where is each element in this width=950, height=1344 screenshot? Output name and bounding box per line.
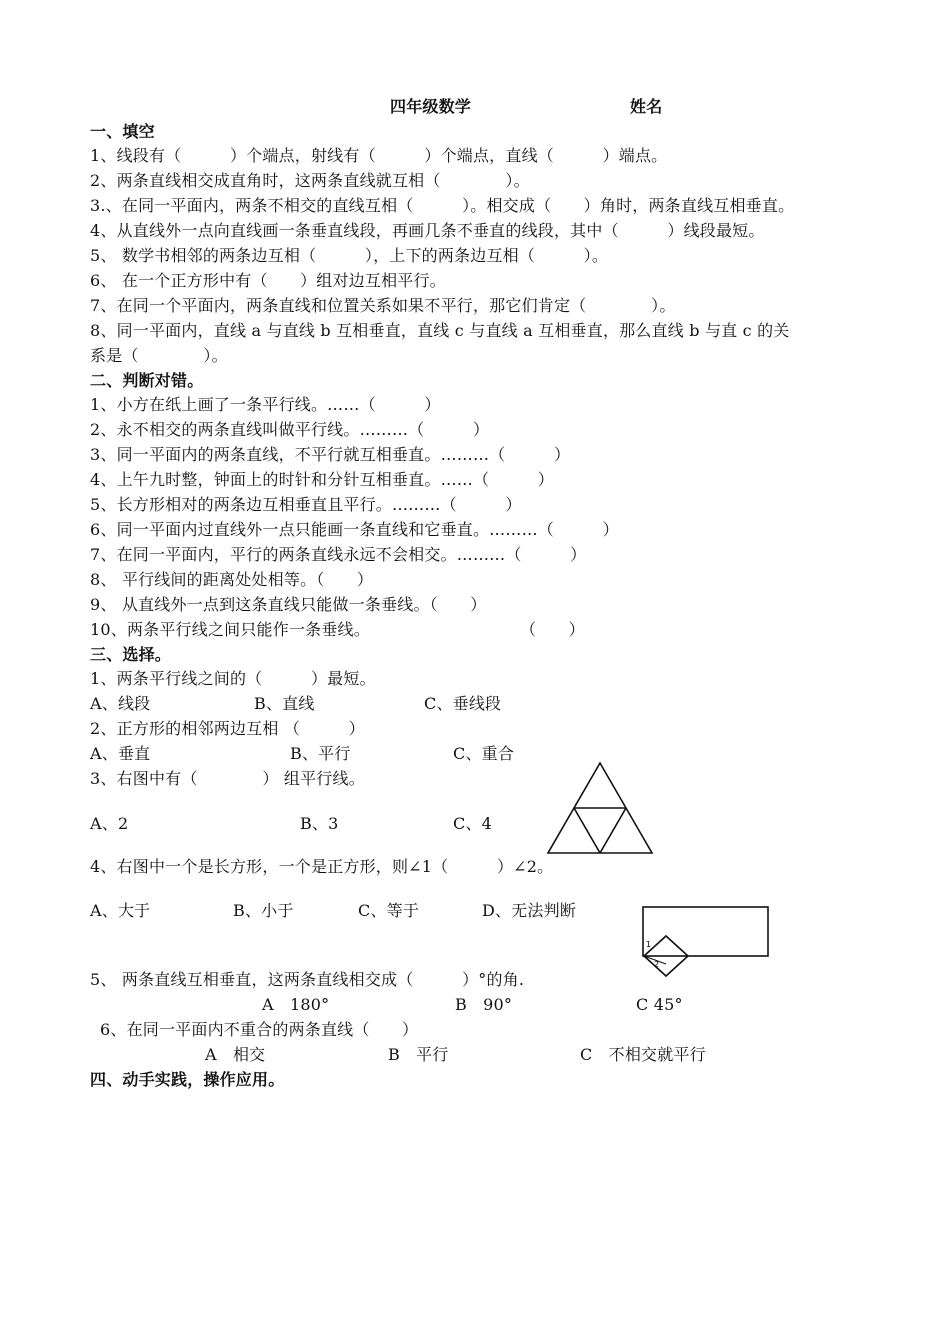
choice-1-option-a: A、线段 [90, 694, 151, 713]
fill-question-8-line-1: 8、同一平面内，直线 a 与直线 b 互相垂直，直线 c 与直线 a 互相垂直，那么直线 b 与直 c 的关 [90, 321, 790, 340]
angle-1-label: 1 [646, 940, 652, 949]
fill-question-4: 4、从直线外一点向直线画一条垂直线段，再画几条不垂直的线段，其中（ ）线段最短。 [90, 221, 765, 240]
section-2-heading: 二、判断对错。 [90, 371, 204, 390]
choice-4-option-a: A、大于 [90, 901, 151, 920]
fill-question-1: 1、线段有（ ）个端点，射线有（ ）个端点，直线（ ）端点。 [90, 146, 668, 165]
judge-question-4: 4、上午九时整，钟面上的时针和分针互相垂直。……（ ） [90, 470, 554, 489]
judge-question-5: 5、长方形相对的两条边互相垂直且平行。………（ ） [90, 495, 522, 514]
choice-3-option-c: C、4 [453, 814, 493, 833]
choice-3-option-b: B、3 [300, 814, 339, 833]
choice-question-1: 1、两条平行线之间的（ ）最短。 [90, 669, 376, 688]
judge-question-6: 6、同一平面内过直线外一点只能画一条直线和它垂直。………（ ） [90, 520, 619, 539]
choice-5-option-b: B 90° [455, 995, 513, 1014]
choice-question-6: 6、在同一平面内不重合的两条直线（ ） [100, 1020, 419, 1039]
fill-question-6: 6、 在一个正方形中有（ ）组对边互相平行。 [90, 271, 446, 290]
name-label: 姓名 [630, 97, 663, 116]
judge-question-3: 3、同一平面内的两条直线，不平行就互相垂直。………（ ） [90, 445, 571, 464]
section-1-heading: 一、填空 [90, 122, 155, 141]
section-4-heading: 四、动手实践，操作应用。 [90, 1070, 285, 1089]
choice-1-option-c: C、垂线段 [424, 694, 502, 713]
choice-4-option-b: B、小于 [233, 901, 294, 920]
choice-5-option-a: A 180° [262, 995, 330, 1014]
fill-question-8-line-2: 系是（ ）。 [90, 346, 228, 365]
choice-1-option-b: B、直线 [254, 694, 315, 713]
judge-question-1: 1、小方在纸上画了一条平行线。……（ ） [90, 395, 441, 414]
judge-question-9: 9、 从直线外一点到这条直线只能做一条垂线。（ ） [90, 595, 487, 614]
choice-2-option-a: A、垂直 [90, 744, 151, 763]
choice-6-option-c: C 不相交就平行 [580, 1045, 706, 1064]
rectangle-square-figure [640, 904, 772, 980]
choice-question-2: 2、正方形的相邻两边互相 （ ） [90, 719, 365, 738]
choice-5-option-c: C 45° [636, 995, 683, 1014]
choice-3-option-a: A、2 [90, 814, 129, 833]
triangle-figure [544, 760, 656, 856]
fill-question-3: 3.、在同一平面内，两条不相交的直线互相（ ）。相交成（ ）角时，两条直线互相垂直。 [90, 196, 795, 215]
fill-question-7: 7、在同一个平面内，两条直线和位置关系如果不平行，那它们肯定（ ）。 [90, 296, 676, 315]
choice-4-option-d: D、无法判断 [482, 901, 577, 920]
worksheet-title: 四年级数学 [390, 97, 472, 116]
angle-2-label: 2 [654, 960, 660, 969]
choice-question-3: 3、右图中有（ ） 组平行线。 [90, 769, 365, 788]
choice-2-option-c: C、重合 [453, 744, 515, 763]
choice-question-4: 4、右图中一个是长方形，一个是正方形，则∠1（ ）∠2。 [90, 857, 554, 876]
judge-question-8: 8、 平行线间的距离处处相等。（ ） [90, 570, 374, 589]
choice-6-option-b: B 平行 [388, 1045, 449, 1064]
judge-question-10: 10、两条平行线之间只能作一条垂线。 [90, 620, 370, 639]
section-3-heading: 三、选择。 [90, 645, 172, 664]
judge-question-10-answer: （ ） [520, 620, 585, 639]
fill-question-5: 5、 数学书相邻的两条边互相（ ），上下的两条边互相（ ）。 [90, 246, 609, 265]
judge-question-7: 7、在同一平面内，平行的两条直线永远不会相交。………（ ） [90, 545, 587, 564]
choice-4-option-c: C、等于 [358, 901, 420, 920]
judge-question-2: 2、永不相交的两条直线叫做平行线。………（ ） [90, 420, 490, 439]
choice-question-5: 5、 两条直线互相垂直，这两条直线相交成（ ）°的角. [90, 970, 525, 989]
choice-6-option-a: A 相交 [205, 1045, 266, 1064]
choice-2-option-b: B、平行 [290, 744, 351, 763]
fill-question-2: 2、两条直线相交成直角时，这两条直线就互相（ ）。 [90, 171, 530, 190]
